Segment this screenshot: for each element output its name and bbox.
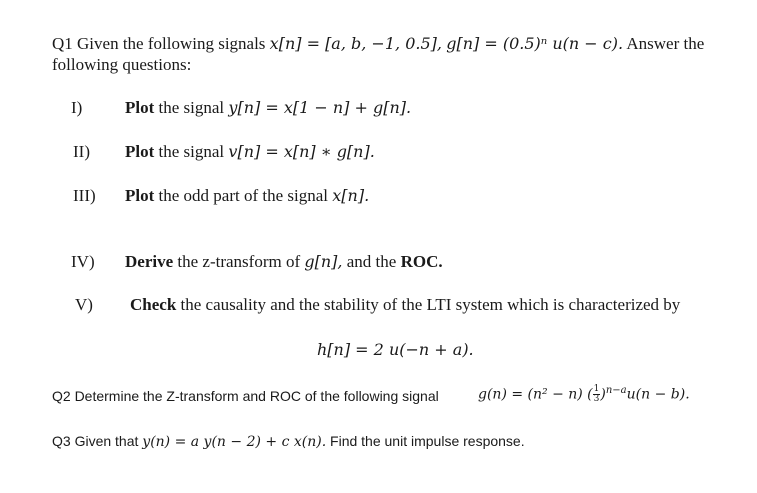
item-desc-2: the signal bbox=[158, 142, 225, 161]
item-bold-2: Plot bbox=[125, 142, 155, 161]
item-desc-1: the signal bbox=[158, 98, 225, 117]
q2-math-pre: g(n) = (n² − n) ( bbox=[478, 386, 593, 403]
item-text-1 bbox=[125, 98, 411, 118]
q2-frac-num: 1 bbox=[593, 384, 600, 395]
q3-text2: Find the unit impulse response. bbox=[330, 433, 525, 449]
item-math-4: g[n], bbox=[304, 252, 343, 271]
q1-signal-x: x[n] = [a, b, −1, 0.5], bbox=[269, 34, 442, 53]
item-text-2 bbox=[125, 142, 375, 162]
item-desc-4b: and the bbox=[346, 252, 397, 271]
item-text-4 bbox=[125, 252, 443, 272]
item-numeral-5: V) bbox=[75, 295, 93, 314]
item-bold-4b: ROC. bbox=[400, 252, 443, 271]
q2-math-tail: u(n − b). bbox=[626, 386, 690, 403]
item-desc-4: the z-transform of bbox=[177, 252, 301, 271]
q1-signal-g: g[n] = (0.5)ⁿ u(n − c). bbox=[446, 34, 624, 53]
item-bold-1: Plot bbox=[125, 98, 155, 117]
item-numeral-3: III) bbox=[73, 186, 96, 205]
q3-math: y(n) = a y(n − 2) + c x(n). bbox=[142, 434, 327, 450]
item-text-3 bbox=[125, 186, 369, 206]
item-bold-5: Check bbox=[130, 295, 177, 314]
q1-prefix: Q1 Given the following signals bbox=[52, 34, 266, 53]
item-numeral-4: IV) bbox=[71, 252, 95, 271]
item-numeral-2: II) bbox=[73, 142, 90, 161]
q2-exponent: n−a bbox=[605, 385, 627, 396]
q2-text: Q2 Determine the Z-transform and ROC of the following signal bbox=[52, 388, 439, 404]
q1-suffix: Answer the bbox=[626, 34, 705, 53]
q2-frac-den: 3 bbox=[593, 394, 600, 405]
q2-formula bbox=[478, 385, 690, 404]
q3-text: Q3 Given that bbox=[52, 433, 139, 449]
h-equation: h[n] = 2 u(−n + a). bbox=[317, 340, 474, 359]
item-numeral-1: I) bbox=[71, 98, 83, 117]
q3-line bbox=[52, 433, 525, 450]
item-math-1: y[n] = x[1 − n] + g[n]. bbox=[228, 98, 412, 117]
q1-line1 bbox=[52, 34, 704, 54]
item-text-5 bbox=[130, 295, 680, 315]
item-bold-3: Plot bbox=[125, 186, 155, 205]
item-math-2: v[n] = x[n] ∗ g[n]. bbox=[228, 142, 375, 161]
item-desc-3: the odd part of the signal bbox=[158, 186, 329, 205]
item-bold-4: Derive bbox=[125, 252, 174, 271]
item-math-3: x[n]. bbox=[332, 186, 370, 205]
item-desc-5: the causality and the stability of the LTI system which is characterized by bbox=[180, 295, 681, 314]
q1-line2: following questions: bbox=[52, 55, 192, 74]
q2-math-post: ) bbox=[600, 386, 606, 403]
